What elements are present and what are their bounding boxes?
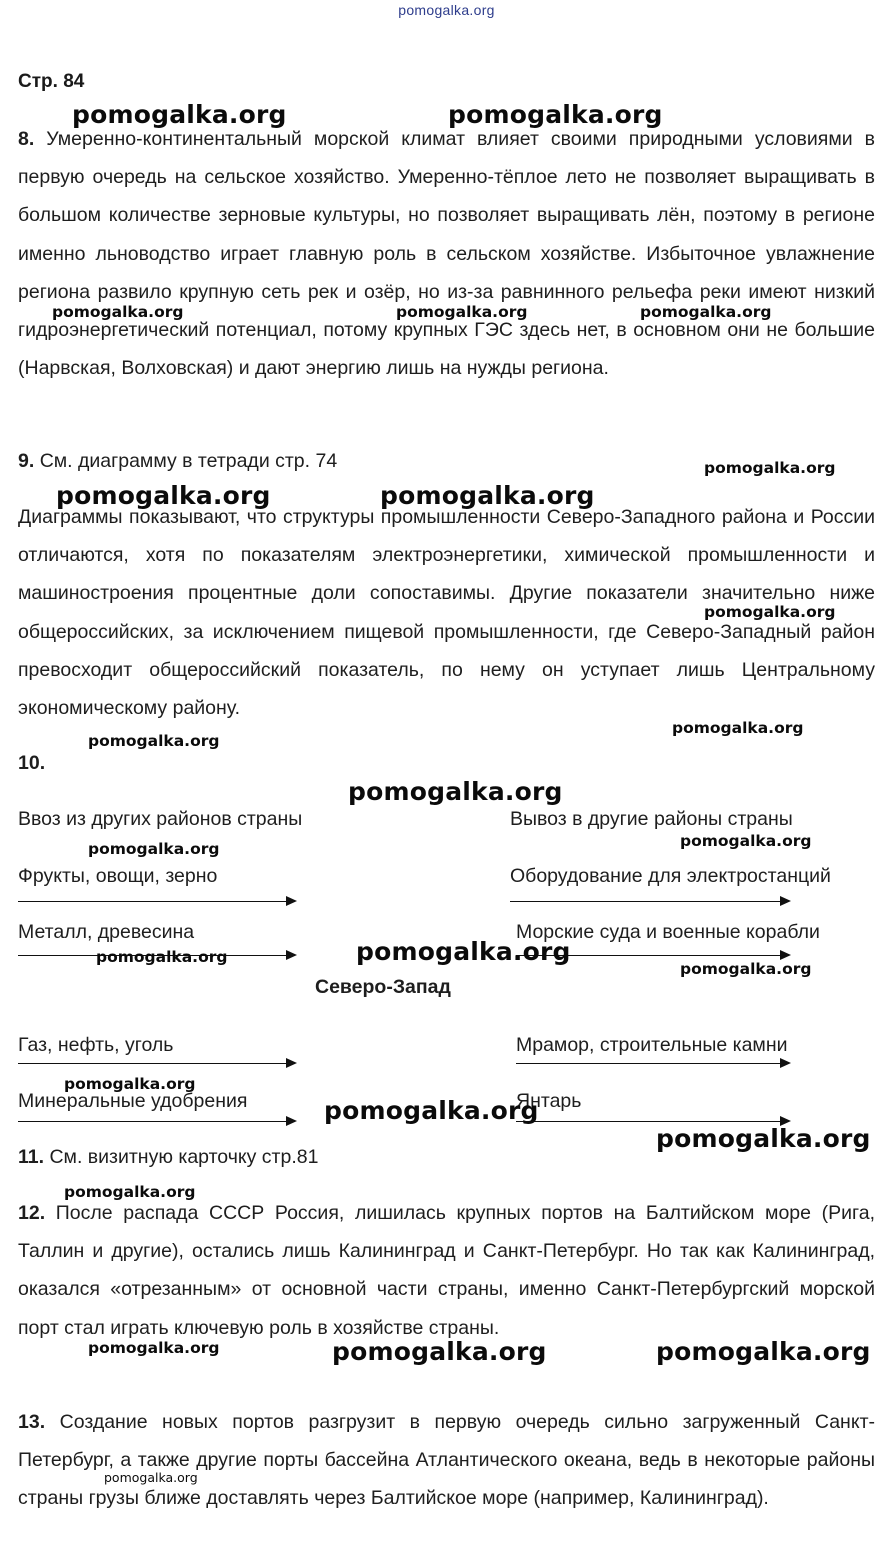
answer-8 (18, 120, 875, 387)
import-item-3: Газ, нефть, уголь (18, 1034, 174, 1056)
import-arrow-4 (18, 1121, 295, 1122)
watermark: pomogalka.org (380, 481, 595, 510)
answer-10-number-text: 10. (18, 752, 46, 774)
answer-13-text: Создание новых портов разгрузит в первую очередь сильно загруженный Санкт-Петербург, а также другие порты бассейна Атлантического океана, ведь в некоторые районы страны грузы ближе доставлять через Балтийское море (например, Калининград). (18, 1411, 875, 1510)
export-item-3: Мрамор, строительные камни (516, 1034, 788, 1056)
watermark: pomogalka.org (332, 1337, 547, 1366)
watermark: pomogalka.org (680, 960, 812, 978)
export-arrow-3 (516, 1063, 789, 1064)
watermark: pomogalka.org (88, 732, 220, 750)
export-arrow-4 (516, 1121, 789, 1122)
watermark: pomogalka.org (64, 1075, 196, 1093)
watermark: pomogalka.org (396, 303, 528, 321)
watermark: pomogalka.org (704, 603, 836, 621)
watermark: pomogalka.org (348, 777, 563, 806)
watermark: pomogalka.org (640, 303, 772, 321)
watermark: pomogalka.org (704, 459, 836, 477)
watermark: pomogalka.org (324, 1096, 539, 1125)
watermark: pomogalka.org (448, 100, 663, 129)
answer-10-number (18, 752, 45, 775)
page-number: Стр. 84 (18, 71, 85, 92)
import-arrow-3 (18, 1063, 295, 1064)
site-header: pomogalka.org (398, 2, 495, 18)
watermark: pomogalka.org (104, 1470, 198, 1485)
watermark: pomogalka.org (656, 1124, 871, 1153)
export-item-1: Оборудование для электростанций (510, 865, 831, 887)
import-arrow-1 (18, 901, 295, 902)
answer-9-intro (18, 450, 337, 473)
answer-8-text: Умеренно-континентальный морской климат влияет своими природными условиями в первую очередь на сельское хозяйство. Умеренно-тёплое лето не позволяет выращивать в большом количестве зерновые культуры, но позволяет выращивать лён, поэтому в регионе именно льноводство играет главную роль в сельском хозяйстве. Избыточное увлажнение региона развило крупную сеть рек и озёр, но из-за равнинного рельефа реки имеют низкий гидроэнергетический потенциал, потому крупных ГЭС здесь нет, в основном они не большие (Нарвская, Волховская) и дают энергию лишь на нужды региона. (18, 128, 875, 380)
export-item-2: Морские суда и военные корабли (516, 921, 820, 943)
watermark: pomogalka.org (88, 840, 220, 858)
export-header: Вывоз в другие районы страны (510, 808, 793, 830)
watermark: pomogalka.org (64, 1183, 196, 1201)
watermark: pomogalka.org (88, 1339, 220, 1357)
answer-11 (18, 1146, 318, 1169)
import-header: Ввоз из других районов страны (18, 808, 303, 830)
answer-11-number: 11. (18, 1146, 45, 1168)
watermark: pomogalka.org (56, 481, 271, 510)
watermark: pomogalka.org (672, 719, 804, 737)
answer-9-text: Диаграммы показывают, что структуры промышленности Северо-Западного района и России отличаются, хотя по показателям электроэнергетики, химической промышленности и машиностроения процентные доли сопоставимы. Другие показатели значительно ниже общероссийских, за исключением пищевой промышленности, где Северо-Западный район превосходит общероссийский показатель, по нему он уступает лишь Центральному экономическому району. (18, 506, 875, 720)
export-item-4: Янтарь (516, 1090, 582, 1112)
answer-9-number: 9. (18, 450, 35, 472)
answer-13-number: 13. (18, 1411, 46, 1433)
answer-12-number: 12. (18, 1202, 46, 1224)
answer-8-number: 8. (18, 128, 35, 150)
answer-9-intro-text: См. диаграмму в тетради стр. 74 (39, 450, 338, 472)
import-item-1: Фрукты, овощи, зерно (18, 865, 218, 887)
answer-13 (18, 1403, 875, 1518)
watermark: pomogalka.org (656, 1337, 871, 1366)
answer-12-text: После распада СССР Россия, лишилась крупных портов на Балтийском море (Рига, Таллин и другие), остались лишь Калининград и Санкт-Петербург. Но так как Калининград, оказался «отрезанным» от основной части страны, именно Санкт-Петербургский морской порт стал играть ключевую роль в хозяйстве страны. (18, 1202, 875, 1339)
answer-12 (18, 1194, 875, 1347)
watermark: pomogalka.org (96, 948, 228, 966)
watermark: pomogalka.org (680, 832, 812, 850)
watermark: pomogalka.org (356, 937, 571, 966)
watermark: pomogalka.org (52, 303, 184, 321)
import-item-2: Металл, древесина (18, 921, 195, 943)
export-arrow-1 (510, 901, 789, 902)
answer-11-text: См. визитную карточку стр.81 (49, 1146, 319, 1168)
watermark: pomogalka.org (72, 100, 287, 129)
region-center-label: Северо-Запад (315, 976, 451, 998)
import-item-4: Минеральные удобрения (18, 1090, 248, 1112)
